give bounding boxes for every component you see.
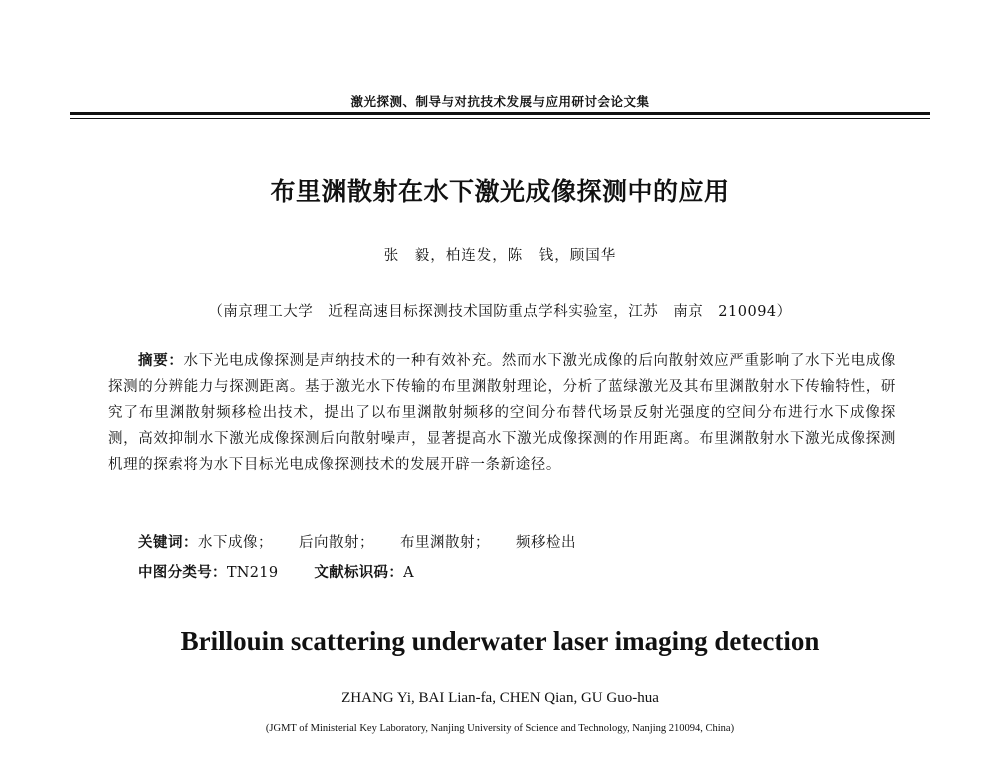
authors-en: ZHANG Yi, BAI Lian-fa, CHEN Qian, GU Guo-hua [341, 690, 659, 706]
classification [138, 561, 414, 582]
abstract [108, 348, 896, 478]
clc-value: TN219 [226, 565, 279, 581]
affiliation-en: (JGMT of Ministerial Key Laboratory, Nanjing University of Science and Technology, Nanjing 210094, China) [265, 723, 735, 734]
paper-title-cn: 布里渊散射在水下激光成像探测中的应用 [270, 177, 730, 206]
doc-code-label: 文献标识码： [314, 565, 404, 581]
authors-cn: 张 毅，柏连发，陈 钱，顾国华 [383, 248, 617, 264]
running-header: 激光探测、制导与对抗技术发展与应用研讨会论文集 [350, 94, 650, 109]
keyword-item: 水下成像； [198, 535, 273, 551]
doc-code-value: A [403, 565, 414, 581]
abstract-label: 摘要： [138, 353, 184, 369]
paper-title-en: Brillouin scattering underwater laser imaging detection [180, 626, 820, 656]
keyword-item: 后向散射； [299, 535, 374, 551]
clc-label: 中图分类号： [138, 565, 227, 581]
abstract-text: 水下光电成像探测是声纳技术的一种有效补充。然而水下激光成像的后向散射效应严重影响了水下光电成像探测的分辨能力与探测距离。基于激光水下传输的布里渊散射理论，分析了蓝绿激光及其布里渊散射水下传输特性，研究了布里渊散射频移检出技术，提出了以布里渊散射频移的空间分布替代场景反射光强度的空间分布进行水下成像探测，高效抑制水下激光成像探测后向散射噪声，显著提高水下激光成像探测的作用距离。布里渊散射水下激光成像探测机理的探索将为水下目标光电成像探测技术的发展开辟一条新途径。 [108, 353, 896, 473]
header-rule-thick [70, 112, 930, 115]
affiliation-cn: （南京理工大学 近程高速目标探测技术国防重点学科实验室，江苏 南京 210094） [208, 304, 792, 320]
header-rule-thin [70, 118, 930, 119]
keywords-label: 关键词： [138, 535, 198, 551]
keywords [138, 531, 602, 552]
keyword-item: 频移检出 [516, 535, 576, 551]
keyword-item: 布里渊散射； [400, 535, 490, 551]
